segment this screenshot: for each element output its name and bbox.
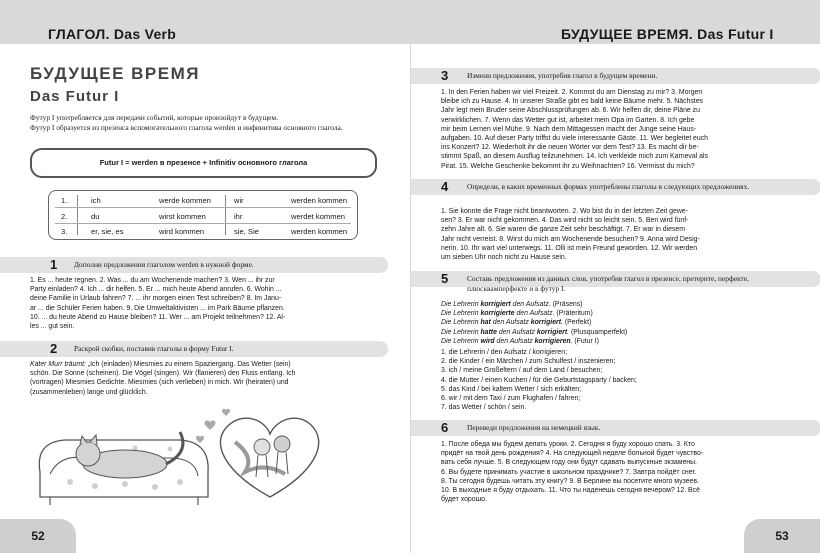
left-footer [0,519,410,553]
right-header-title: БУДУЩЕЕ ВРЕМЯ. Das Futur I [561,26,774,42]
text-line: zehn Jahre alt. 6. Sie waren die ganze Zeit sehr beschäftigt. 7. Er war in diesem [441,226,685,234]
text-line: придёт на твой день рождения? 4. На следующей неделе больной будет чувство- [441,450,704,458]
lead-text: Kater Murr träumt: [30,361,86,368]
verb-highlight: wird [480,337,495,345]
verb-highlight: korrigiert [530,319,562,327]
text-line: Jahr nicht verreist. 8. Wirst du mich am Wochenende besuchen? 9. Anna wird Desig- [441,235,700,243]
table-row [49,227,357,240]
exercise-6-text [441,440,809,504]
exercise-4-text [441,207,809,262]
text-line: Pirat. 15. Welche Geschenke bekommt ihr zu Weihnachten? 16. Vermisst du mich? [441,162,695,170]
verb-highlight: korrigiert [536,328,568,336]
example-line [441,328,809,337]
exercise-instruction: Раскрой скобки, поставив глаголы в форму Futur I. [74,344,234,353]
text-line: 6. Вы будете принимать участие в школьном празднике? 7. Завтра пойдёт снег. [441,468,697,476]
verb-form: wird kommen [159,227,205,236]
row-number: 1. [61,196,68,205]
text-line: 5. das Kind / bei kaltem Wetter / sich erkälten; [441,385,582,393]
text-line: 6. wir / mit dem Taxi / zum Flughafen / fahren; [441,395,581,403]
left-header-band [0,0,410,44]
exercise-2-bar [0,341,388,357]
intro-line: Футур I употребляется для передачи событий, которые произойдут в будущем. [30,113,278,122]
exercise-instruction: Дополни предложения глаголом werden в нужной форме. [74,260,254,269]
exercise-number: 5 [441,271,449,286]
tense-label: (Plusquamperfekt) [569,328,628,336]
text-fragment: . [567,328,570,336]
pronoun: er, sie, es [91,227,124,236]
verb-form: wirst kommen [159,212,206,221]
section-subtitle: Das Futur I [30,88,120,105]
exercise-4-bar [411,179,820,195]
text-line: вать себя лучше. 5. В следующем году они будут сдавать выпускные экзамены. [441,459,697,467]
text-line: deine Familie in Urlaub fahren? 7. ... ihr morgen einen Test schreiben? 8. Im Janu- [30,295,282,303]
exercise-number: 2 [50,341,58,356]
text-fragment: „Ich (einladen) Miesmies zu einem Spaziergang. Das Wetter (sein) [87,361,291,368]
text-line: Jahr legt mein Bruder seine Abschlussprüfungen ab. 6. Wir helfen dir, deine Pläne zu [441,107,700,115]
text-line: 4. die Mutter / einen Kuchen / für die Geburtstagsparty / backen; [441,376,637,384]
pronoun: ihr [234,212,243,221]
right-footer [411,519,820,553]
text-line: 1. die Lehrerin / den Aufsatz / korrigieren; [441,349,568,356]
conjugation-table [48,190,358,240]
text-line: bleibe ich zu Hause. 4. In unserer Straße gibt es bald keine Bäume mehr. 5. Nächstes [441,98,703,106]
exercise-6-bar [411,420,820,436]
exercise-5-text [441,348,809,412]
text-line: aufgaben. 10. Auf dieser Party triffst du viele interessante Gäste. 11. Wer begleitet euch [441,135,708,143]
text-line: 2. die Kinder / ein Märchen / zum Schulfest / inszenieren; [441,358,616,366]
example-line [441,337,809,346]
example-line [441,309,809,318]
pronoun: du [91,212,100,221]
text-line: 8. Ты сегодня будешь читать эту книгу? 9. В Берлине вы посетите много музеев. [441,477,699,485]
cat-illustration [30,402,330,512]
text-line: stimmt Spaß, an diesem Ausflug teilzunehmen. 14. Ich verkleide mich zum Karneval als [441,153,708,161]
exercise-number: 6 [441,420,449,435]
verb-form: werdet kommen [291,212,346,221]
text-fragment: Die Lehrerin [441,310,481,318]
page-number: 52 [0,519,76,553]
text-fragment: den Aufsatz. [514,310,555,318]
text-line [30,360,384,369]
text-line: 1. Es ... heute regnen. 2. Was ... du am Wochenende machen? 3. Wen ... ihr zur [30,277,275,284]
text-line: 1. После обеда мы будем делать уроки. 2. Сегодня я буду хорошо спать. 3. Кто [441,441,695,448]
verb-highlight: korrigieren [534,337,571,345]
text-line: Party einladen? 4. Ich ... dir helfen. 5. Er ... mich heute Abend anrufen. 6. Wohin ... [30,286,282,294]
right-page [410,0,820,553]
exercise-1-bar [0,257,388,273]
text-fragment: den Aufsatz [496,328,537,336]
formula-box: Futur I = werden в презенсе + Infinitiv основного глагола [30,148,377,178]
text-line: um sieben Uhr noch nicht zu Hause sein. [441,254,567,262]
exercise-instruction: Измени предложения, употребив глагол в будущем времени. [467,71,658,80]
page-number: 53 [744,519,820,553]
exercise-instruction: Составь предложения из данных слов, употребив глагол в презенсе, претерите, перфекте, плюсквамперфекте и в футур I. [467,274,749,293]
text-line: (zusammenleben) lange und glücklich. [30,388,148,396]
left-header-title: ГЛАГОЛ. Das Verb [48,26,177,42]
pronoun: ich [91,196,101,205]
intro-text [30,113,382,133]
exercise-instruction: Определи, в каких временных формах употреблены глаголы в следующих предложениях. [467,182,750,191]
exercise-number: 4 [441,179,449,194]
example-line [441,300,809,309]
text-fragment: Die Lehrerin [441,301,481,308]
row-number: 3. [61,227,68,236]
exercise-1-text [30,276,384,331]
exercise-number: 1 [50,257,58,272]
verb-highlight: hatte [480,328,497,336]
text-line: verwirklichen. 7. Wenn das Wetter gut ist, arbeitet mein Opa im Garten. 8. Ich gebe [441,116,695,124]
tense-label: (Präteritum) [554,310,593,318]
intro-line: Футур I образуется из презенса вспомогательного глагола werden и инфинитива основного глагола. [30,123,343,132]
text-line: 1. In den Ferien haben wir viel Freizeit. 2. Kommst du am Dienstag zu mir? 3. Morgen [441,89,703,96]
verb-form: werden kommen [291,227,348,236]
verb-highlight: korrigiert [480,301,511,308]
example-line [441,318,809,327]
text-line: ins Konzert? 12. Wiederholt ihr die neuen Wörter vor dem Test? 13. Es macht dir be- [441,144,699,152]
text-fragment: . [561,319,563,327]
exercise-3-bar [411,68,820,84]
right-header-band [411,0,820,44]
text-fragment: den Aufsatz [494,337,535,345]
text-line: 7. das Wetter / schön / sein. [441,404,527,412]
text-line: ar ... die Schüler Ferien haben. 9. Die Umweltaktivisten ... im Park Bäume pflanzen. [30,304,285,312]
text-line: schön. Die Sonne (scheinen). Die Vögel (singen). Wir (flanieren) den Fluss entlang. Ich [30,370,296,378]
text-line: будет хорошо. [441,496,487,504]
text-line: (vortragen) Miesmies Gedichte. Miesmies (sich verlieben) in mich. Wir (heiraten) und [30,379,289,387]
verb-form: werde kommen [159,196,211,205]
row-number: 2. [61,212,68,221]
pronoun: wir [234,196,244,205]
pronoun: sie, Sie [234,227,259,236]
text-fragment: . [570,337,573,345]
tense-label: (Präsens) [550,301,583,308]
exercise-5-examples [441,300,809,346]
text-line: 3. ich / meine Großeltern / auf dem Land / besuchen; [441,367,603,375]
text-line: les ... gut sein. [30,323,75,331]
text-line: 10. ... du heute Abend zu Hause bleiben? 11. Wer ... am Projekt teilnehmen? 12. Al- [30,313,286,321]
verb-highlight: hat [480,319,491,327]
text-fragment: den Aufsatz [490,319,531,327]
verb-highlight: korrigierte [480,310,515,318]
text-line: sen? 3. Er war nicht gekommen. 4. Das wird nicht so leicht sein. 5. Ben wird fünf- [441,217,689,225]
tense-label: (Perfekt) [562,319,592,327]
exercise-3-text [441,88,809,171]
exercise-number: 3 [441,68,449,83]
exercise-instruction: Переведи предложения на немецкий язык. [467,423,601,432]
text-fragment: Die Lehrerin [441,328,481,336]
text-line: 1. Sie konnte die Frage nicht beantworten. 2. Wo bist du in der letzten Zeit gewe- [441,208,688,215]
verb-form: werden kommen [291,196,348,205]
table-row [49,212,357,225]
tense-label: (Futur I) [572,337,599,345]
text-line: 10. В выходные я буду отдыхать. 11. Что ты наденешь сегодня вечером? 12. Всё [441,487,700,495]
text-line: nerin. 10. Ihr wart viel unterwegs. 11. Olli ist mein Freund geworden. 12. Wir werden [441,244,698,252]
exercise-2-text [30,360,384,397]
text-fragment: Die Lehrerin [441,319,481,327]
table-row [49,196,357,209]
section-title: БУДУЩЕЕ ВРЕМЯ [30,64,200,83]
text-line: mir beim Lernen viel Mühe. 9. Nach dem Mittagessen macht der Junge seine Haus- [441,125,697,133]
text-fragment: den Aufsatz. [510,301,551,308]
text-fragment: Die Lehrerin [441,337,481,345]
exercise-5-bar [411,271,820,293]
